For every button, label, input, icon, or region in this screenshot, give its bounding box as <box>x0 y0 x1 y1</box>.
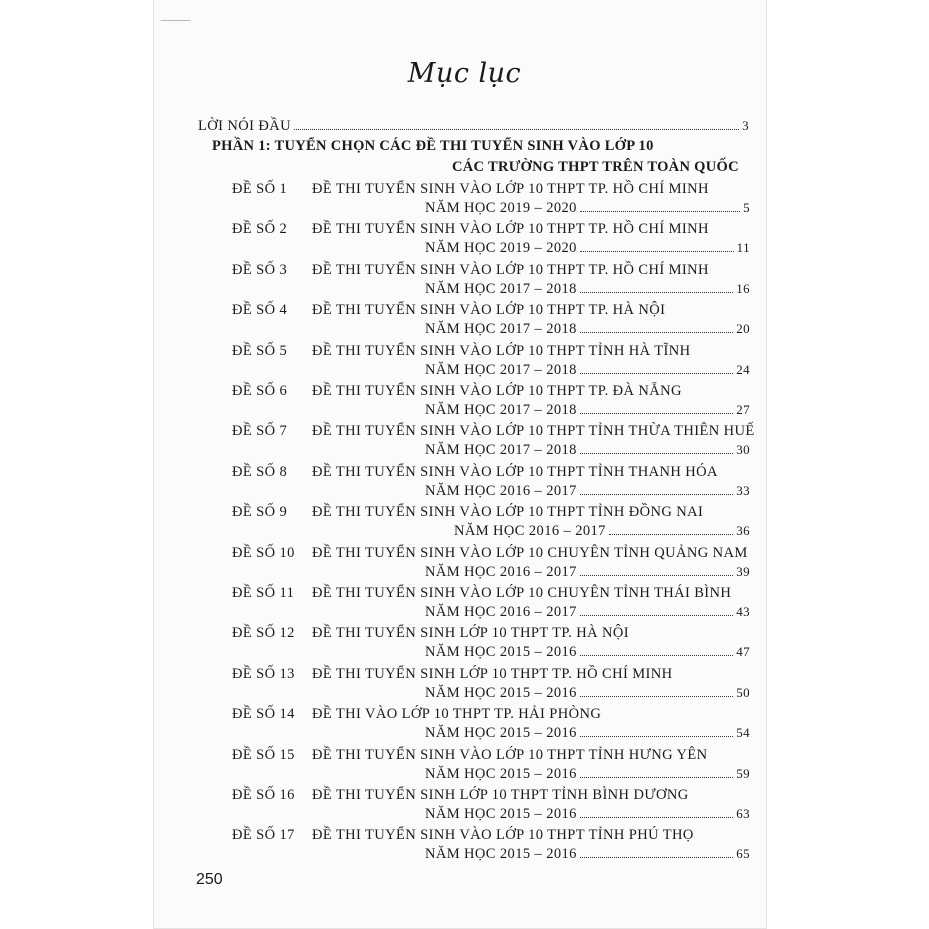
entry-year: NĂM HỌC 2017 – 2018 <box>425 280 577 297</box>
entry-year-row <box>425 805 750 823</box>
entry-year: NĂM HỌC 2015 – 2016 <box>425 684 577 701</box>
entry-year: NĂM HỌC 2015 – 2016 <box>425 765 577 782</box>
preface-label: LỜI NÓI ĐẦU <box>198 118 291 134</box>
entry-year-row <box>425 199 750 217</box>
entry-year: NĂM HỌC 2015 – 2016 <box>425 725 577 742</box>
entry-page: 50 <box>736 684 750 700</box>
entry-year-row <box>425 482 750 500</box>
entry-title: ĐỀ THI TUYỂN SINH VÀO LỚP 10 THPT TP. HỒ CHÍ MINH <box>312 221 709 238</box>
entry-page: 30 <box>736 442 750 458</box>
entry-title: ĐỀ THI TUYỂN SINH VÀO LỚP 10 CHUYÊN TỈNH THÁI BÌNH <box>312 585 732 601</box>
entry-year-row <box>425 643 750 661</box>
dot-leader <box>580 210 740 212</box>
entry-title: ĐỀ THI TUYỂN SINH VÀO LỚP 10 THPT TỈNH HƯNG YÊN <box>312 746 708 763</box>
entry-year: NĂM HỌC 2019 – 2020 <box>425 200 577 216</box>
entry-label: ĐỀ SỐ 9 <box>232 504 288 521</box>
entry-page: 20 <box>736 321 750 337</box>
dot-leader <box>580 452 733 454</box>
dot-leader <box>294 128 739 130</box>
entry-page: 11 <box>736 240 750 256</box>
entry-label: ĐỀ SỐ 15 <box>232 746 295 763</box>
entry-title: ĐỀ THI TUYỂN SINH VÀO LỚP 10 THPT TỈNH THANH HÓA <box>312 463 718 480</box>
entry-year: NĂM HỌC 2015 – 2016 <box>425 806 577 822</box>
entry-title: ĐỀ THI TUYỂN SINH LỚP 10 THPT TP. HÀ NỘI <box>312 625 630 642</box>
entry-year-row <box>425 441 750 459</box>
entry-year-row <box>425 563 750 581</box>
entry-year: NĂM HỌC 2017 – 2018 <box>425 361 577 378</box>
entry-year-row <box>425 361 750 379</box>
entry-title: ĐỀ THI TUYỂN SINH LỚP 10 THPT TỈNH BÌNH DƯƠNG <box>312 787 689 803</box>
entry-label: ĐỀ SỐ 8 <box>232 463 288 480</box>
entry-title: ĐỀ THI TUYỂN SINH VÀO LỚP 10 THPT TP. HỒ CHÍ MINH <box>312 261 709 278</box>
dot-leader <box>580 493 733 495</box>
entry-title: ĐỀ THI VÀO LỚP 10 THPT TP. HẢI PHÒNG <box>312 706 602 723</box>
entry-label: ĐỀ SỐ 3 <box>232 261 288 278</box>
dot-leader <box>580 331 733 333</box>
entry-page: 27 <box>736 402 750 417</box>
entry-title: ĐỀ THI TUYỂN SINH VÀO LỚP 10 THPT TP. ĐÀ NẴNG <box>312 383 682 399</box>
entry-label: ĐỀ SỐ 11 <box>232 585 295 601</box>
dot-leader <box>580 735 733 737</box>
preface-page: 3 <box>742 118 749 133</box>
entry-year: NĂM HỌC 2016 – 2017 <box>454 523 606 540</box>
entry-label: ĐỀ SỐ 4 <box>232 302 288 319</box>
entry-page: 43 <box>736 604 750 619</box>
entry-year: NĂM HỌC 2016 – 2017 <box>425 604 577 620</box>
entry-page: 24 <box>736 361 750 377</box>
dot-leader <box>580 291 733 293</box>
entry-page: 54 <box>736 725 750 741</box>
entry-page: 39 <box>736 563 750 579</box>
entry-label: ĐỀ SỐ 12 <box>232 625 295 642</box>
entry-year: NĂM HỌC 2015 – 2016 <box>425 644 577 661</box>
entry-title: ĐỀ THI TUYỂN SINH VÀO LỚP 10 THPT TP. HỒ CHÍ MINH <box>312 181 709 197</box>
entry-year-row <box>425 401 750 419</box>
part-heading-line1: PHẦN 1: TUYỂN CHỌN CÁC ĐỀ THI TUYỂN SINH VÀO LỚP 10 <box>212 138 654 154</box>
dot-leader <box>580 574 733 576</box>
entry-year-row <box>425 765 750 783</box>
entry-year-row <box>454 522 750 540</box>
entry-title: ĐỀ THI TUYỂN SINH VÀO LỚP 10 THPT TỈNH HÀ TĨNH <box>312 342 691 359</box>
entry-year: NĂM HỌC 2017 – 2018 <box>425 321 577 338</box>
dot-leader <box>609 533 733 535</box>
dot-leader <box>580 654 733 656</box>
entry-year: NĂM HỌC 2019 – 2020 <box>425 240 577 257</box>
entry-label: ĐỀ SỐ 6 <box>232 383 288 399</box>
entry-title: ĐỀ THI TUYỂN SINH VÀO LỚP 10 THPT TỈNH ĐỒNG NAI <box>312 504 704 521</box>
entry-label: ĐỀ SỐ 17 <box>232 827 295 844</box>
entry-year: NĂM HỌC 2017 – 2018 <box>425 402 577 418</box>
dot-leader <box>580 856 733 858</box>
entry-label: ĐỀ SỐ 1 <box>232 181 288 197</box>
page-number: 250 <box>196 871 223 888</box>
entry-label: ĐỀ SỐ 13 <box>232 665 295 682</box>
dot-leader <box>580 250 734 252</box>
entry-title: ĐỀ THI TUYỂN SINH VÀO LỚP 10 CHUYÊN TỈNH QUẢNG NAM <box>312 544 748 561</box>
entry-title: ĐỀ THI TUYỂN SINH VÀO LỚP 10 THPT TP. HÀ NỘI <box>312 302 666 319</box>
page-title: Mục lục <box>407 58 522 89</box>
entry-label: ĐỀ SỐ 7 <box>232 423 288 440</box>
entry-label: ĐỀ SỐ 16 <box>232 787 295 803</box>
entry-year-row <box>425 280 750 298</box>
part-heading-line2: CÁC TRƯỜNG THPT TRÊN TOÀN QUỐC <box>452 159 739 175</box>
entry-year: NĂM HỌC 2016 – 2017 <box>425 482 577 499</box>
entry-title: ĐỀ THI TUYỂN SINH VÀO LỚP 10 THPT TỈNH THỪA THIÊN HUẾ <box>312 423 755 440</box>
dot-leader <box>580 816 733 818</box>
entry-year-row <box>425 603 750 621</box>
entry-year-row <box>425 845 750 863</box>
entry-page: 47 <box>736 644 750 660</box>
entry-year: NĂM HỌC 2015 – 2016 <box>425 846 577 863</box>
entry-year-row <box>425 239 750 257</box>
entry-year: NĂM HỌC 2017 – 2018 <box>425 442 577 459</box>
entry-page: 65 <box>736 846 750 862</box>
entry-page: 33 <box>736 482 750 498</box>
entry-year-row <box>425 320 750 338</box>
entry-page: 59 <box>736 765 750 781</box>
entry-page: 5 <box>743 200 750 215</box>
entry-label: ĐỀ SỐ 10 <box>232 544 295 561</box>
dot-leader <box>580 695 733 697</box>
dot-leader <box>580 412 733 414</box>
entry-label: ĐỀ SỐ 5 <box>232 342 288 359</box>
toc-preface <box>198 117 749 135</box>
dot-leader <box>580 776 733 778</box>
entry-title: ĐỀ THI TUYỂN SINH VÀO LỚP 10 THPT TỈNH PHÚ THỌ <box>312 827 694 844</box>
entry-page: 63 <box>736 806 750 821</box>
dot-leader <box>580 614 733 616</box>
dot-leader <box>580 372 733 374</box>
entry-year: NĂM HỌC 2016 – 2017 <box>425 563 577 580</box>
entry-page: 36 <box>736 523 750 539</box>
entry-title: ĐỀ THI TUYỂN SINH LỚP 10 THPT TP. HỒ CHÍ MINH <box>312 665 673 682</box>
entry-year-row <box>425 684 750 702</box>
entry-page: 16 <box>736 280 750 296</box>
entry-year-row <box>425 724 750 742</box>
entry-label: ĐỀ SỐ 2 <box>232 221 288 238</box>
entry-label: ĐỀ SỐ 14 <box>232 706 295 723</box>
